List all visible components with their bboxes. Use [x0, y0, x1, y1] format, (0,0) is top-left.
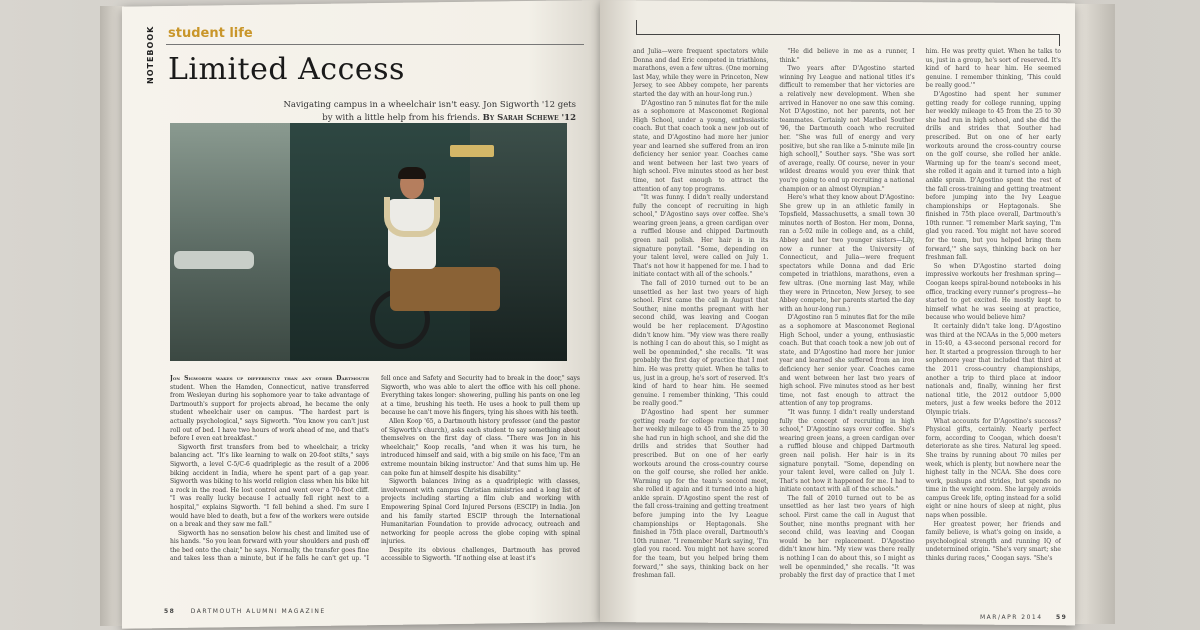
right-paragraph: So when D'Agostino started doing impressive workouts her freshman spring—Coogan keeps spiral-bound notebooks in his office, tracking every runner's progress—he started to get excited. He mostly kept to himself what he was seeing at practice, because who would believe him? — [925, 262, 1061, 322]
right-paragraph: Her greatest power, her friends and family believe, is what's going on inside, a psychological strength and running IQ of undetermined origin. "She's very smart; she thinks during races," Coogan says. "She's — [925, 520, 1061, 563]
right-paragraph: "It was funny. I didn't really understand fully the concept of recruiting in high school," D'Agostino says over coffee. She's wearing green jeans, a green cardigan over a ruffled blouse and chipped Dartmouth green nail polish. Her hair is in its signature ponytail. "Some, depending on your talent level, were called on July 1. That's not how it happened for me. I had to initiate contact with all of the schools." — [633, 194, 769, 279]
left-paragraph: Sigworth has no sensation below his chest and limited use of his hands. "So you lean forward with your shoulders and push off the bed onto the chair," he says. Normally, the transfer goes fine and takes less than a minute, but if he falls he can't get up. "I fell once and Safety and Security had to break in the door," says Sigworth, who was able to alert the office with his cell phone. Everything takes longer: showering, pulling his pants on one leg at a time, brushing his teeth. He uses a hook to pull them up because he can't move his fingers, tying his shoes with his teeth. — [170, 375, 580, 563]
photo-person — [370, 169, 460, 359]
left-paragraph: student. When the Hamden, Connecticut, native transferred from Wesleyan during his sophomore year to take advantage of Dartmouth's support for projects abroad, he became the only student wheelchair user on campus. "The hardest part is actually psychological," says Sigworth. "You know you can't just roll out of bed. I have two hours of work ahead of me, and that's before I even eat breakfast." — [170, 383, 369, 443]
article-photo — [170, 123, 567, 361]
right-rule-tick-right — [1059, 34, 1060, 46]
right-paragraph: "It was funny. I didn't really understand fully the concept of recruiting in high school," D'Agostino says over coffee. She's wearing green jeans, a green cardigan over a ruffled blouse and chipped Dartmouth green nail polish. Her hair is in its signature ponytail. "Some, depending on your talent level, were called on July 1. That's not how it happened for me. I had to initiate contact with all of the schools." — [779, 408, 915, 494]
left-page-number: 58 — [164, 608, 176, 615]
article-headline: Limited Access — [168, 52, 405, 87]
photo-wall — [170, 123, 290, 361]
left-folio — [164, 608, 326, 615]
right-paragraph: The fall of 2010 turned out to be an unsettled as her last two years of high school. First came the call in August that Souther, nine months pregnant with her second child, was leaving and Coogan would be her replacement. D'Agostino didn't know him. "My view was there really is nothing I can do about this, so I might as well be openminded," she recalls. "It was probably the first day of practice that I met him. He was pretty quiet. When he talks to us, just in a group, he's sort of reserved. It's kind of hard to hear him. He seemed genuine. I remember thinking, 'This could be really good.'" — [633, 280, 769, 408]
right-page-number: 59 — [1055, 614, 1068, 621]
right-paragraph: Here's what they know about D'Agostino: She grew up in an athletic family in Topsfield, Massachusetts, a small town 30 minutes north of Boston. Her mom, Donna, ran a 5:02 mile in college and, as a child, Abbey and her two younger sisters—Lily, now a runner at the University of Connecticut, and Julia—were frequent spectators while Donna and dad Eric competed in triathlons, marathons, even a few ultras. (One morning last May, while they were in Princeton, New Jersey, to see Abbey compete, her parents started the day with an hour-long run.) — [779, 194, 915, 313]
article-deck — [280, 99, 576, 125]
right-paragraph: D'Agostino ran 5 minutes flat for the mile as a sophomore at Masconomet Regional High School, under a young, enthusiastic coach. But that coach took a new job out of state, and D'Agostino had more her junior year and learned she suffered from an iron deficiency her senior year. Coaches came and went between her last two years of high school. Five minutes stood as her best time, not fast enough to attract the attention of any top programs. — [633, 99, 769, 193]
right-rule-tick-left — [636, 20, 637, 35]
left-paragraph: Despite its obvious challenges, Dartmouth has proved accessible to Sigworth. "If nothing else at least it's — [381, 546, 580, 563]
photo-right-wall — [470, 123, 567, 361]
right-paragraph: and Julia—were frequent spectators while Donna and dad Eric competed in triathlons, marathons, even a few ultras. (One morning last May, while they were in Princeton, New Jersey, to see Abbey compete, her parents started the day with an hour-long run.) — [633, 48, 769, 98]
photo-lamp — [450, 145, 494, 157]
right-paragraph: D'Agostino had spent her summer getting ready for college running, upping her weekly mileage to 45 from the 25 to 30 she had run in high school, and she did the drills and strides that Souther had prescribed. But on one of her early workouts around the cross-country course on the golf course, she rolled her ankle. Warming up for the team's second meet, she rolled it again and it turned into a high ankle sprain. D'Agostino spent the rest of the fall cross-training and getting treatment before jumping into the Ivy League championships or Heptagonals. She finished in 75th place overall, Dartmouth's 10th runner. "I remember Mark saying, 'I'm glad you raced. You might not have scored for the team, but you helped bring them forward,'" she says, thinking back on her freshman fall. — [633, 408, 769, 580]
right-paragraph: D'Agostino had spent her summer getting ready for college running, upping her weekly mileage to 45 from the 25 to 30 she had run in high school, and she did the drills and strides that Souther had prescribed. But on one of her early workouts around the cross-country course on the golf course, she rolled her ankle. Warming up for the team's second meet, she rolled it again and it turned into a high ankle sprain. D'Agostino spent the rest of the fall cross-training and getting treatment before jumping into the Ivy League championships or Heptagonals. She finished in 75th place overall, Dartmouth's 10th runner. "I remember Mark saying, 'I'm glad you raced. You might not have scored for the team, but you helped bring them forward,'" she says, thinking back on her freshman fall. — [925, 90, 1061, 262]
right-rule — [636, 34, 1060, 35]
right-paragraph: What accounts for D'Agostino's success? Physical gifts, certainly. Nearly perfect form, according to Coogan, which doesn't deteriorate as she tires. Natural leg speed. She trains by running about 70 miles per week, which is plenty, but nowhere near the highest tally in the NCAA. She does core work, pushups and strides, but spends no time in the weight room. She largely avoids campus Greek life, opting instead for a solid eight or nine hours of sleep at night, plus naps when possible. — [925, 417, 1061, 520]
book-edge-left — [100, 6, 124, 626]
lead-in: Jon Sigworth wakes up differently than any other Dartmouth — [170, 375, 369, 382]
byline: By Sarah Schewe '12 — [482, 113, 576, 123]
right-folio — [980, 614, 1067, 621]
person-hair — [398, 167, 426, 179]
right-paragraph: Two years after D'Agostino started winning Ivy League and national titles it's difficult to remember that her victories are a relatively new development. When she arrived in Hanover no one saw this coming. Not D'Agostino, not her parents, not her teammates. Certainly not Maribel Souther '96, the Dartmouth coach who recruited her. "She was full of energy and very positive, but she ran like a 5-minute mile [in high school]," Souther says. "She was sort of average, really. Of course, never in your wildest dreams would you ever think that you're going to end up recruiting a national champion or an almost Olympian." — [779, 65, 915, 193]
right-paragraph: The fall of 2010 turned out to be as unsettled as her last two years of high school. First came the call in August that Souther, nine months pregnant with her second child, was leaving and Coogan would be her replacement. D'Agostino didn't know him. "My view was there really is nothing I can do about this, so I might as well be openminded," she recalls. "It was probably the first day of practice that I met him. He was pretty quiet. When he talks to us, just in a group, he's sort of reserved. It's kind of hard to hear him. He seemed genuine. I remember thinking, 'This could be really good.'" — [779, 48, 1061, 580]
right-folio-date: MAR/APR 2014 — [980, 614, 1043, 621]
left-paragraph: Sigworth first transfers from bed to wheelchair, a tricky balancing act. "It's like learning to walk on 20-foot stilts," says Sigworth, a level C-5/C-6 quadriplegic as the result of a 2006 biking accident in India, where he spent part of a gap year. Sigworth was biking to his world religion class when his bike hit a rock in the road. He lost control and went over a 70-foot cliff. "I was really lucky because I actually fell right next to a hospital," explains Sigworth. "I fell behind a shed. I'm sure I would have bled to death, but a few of the workers were outside on a break and they saw me fall." — [170, 443, 369, 529]
left-folio-title: DARTMOUTH ALUMNI MAGAZINE — [190, 608, 326, 615]
left-paragraph: Sigworth balances living as a quadriplegic with classes, involvement with campus Christian ministries and a long list of projects including starting a film club and working with Empowering Spinal Cord Injured Persons (ESCIP) in India. Jon and his family started ESCIP through the International Humanitarian Foundation to provide advocacy, outreach and networking for people across the globe coping with spinal injuries. — [381, 478, 580, 546]
left-body-text — [170, 375, 580, 609]
right-paragraph: It certainly didn't take long. D'Agostino was third at the NCAAs in the 5,000 meters in 15:40, a 43-second personal record for her. It started a progression through to her sophomore year that included that third at the 2011 cross-country championships, another a trip to third place at indoor nationals and, finally, winning her first national title, the 2012 outdoor 5,000 meters, just a few weeks before the 2012 Olympic trials. — [925, 323, 1061, 416]
deck-text: Navigating campus in a wheelchair isn't easy. Jon Sigworth '12 gets by with a little help from his friends. — [283, 100, 576, 123]
left-paragraph: Allen Koop '65, a Dartmouth history professor (and the pastor of Sigworth's church), asks each student to say something about themselves on the first day of class. "There was Jon in his wheelchair," Koop recalls, "and when it was his turn, he introduced himself and said, with a big smile on his face, 'I'm an extreme mountain biking instructor.' And that sums him up. He can poke fun at himself despite his disability." — [381, 417, 580, 477]
person-towel — [384, 197, 440, 237]
right-body-text — [633, 48, 1061, 608]
person-legs — [390, 267, 500, 311]
section-tag: student life — [168, 26, 253, 41]
book-edge-right — [1075, 4, 1115, 624]
right-paragraph: "He did believe in me as a runner, I think." — [779, 48, 915, 64]
section-rule — [166, 44, 584, 45]
right-paragraph: D'Agostino ran 5 minutes flat for the mile as a sophomore at Masconomet Regional High School, under a young, enthusiastic coach. But that coach took a new job out of state, and D'Agostino had more her junior year and learned she suffered from an iron deficiency her senior year. Coaches came and went between her last two years of high school. Five minutes stood as her best time, not fast enough to attract the attention of any top programs. — [779, 314, 915, 408]
section-vertical-label: NOTEBOOK — [146, 25, 155, 84]
photo-sink — [174, 251, 254, 269]
